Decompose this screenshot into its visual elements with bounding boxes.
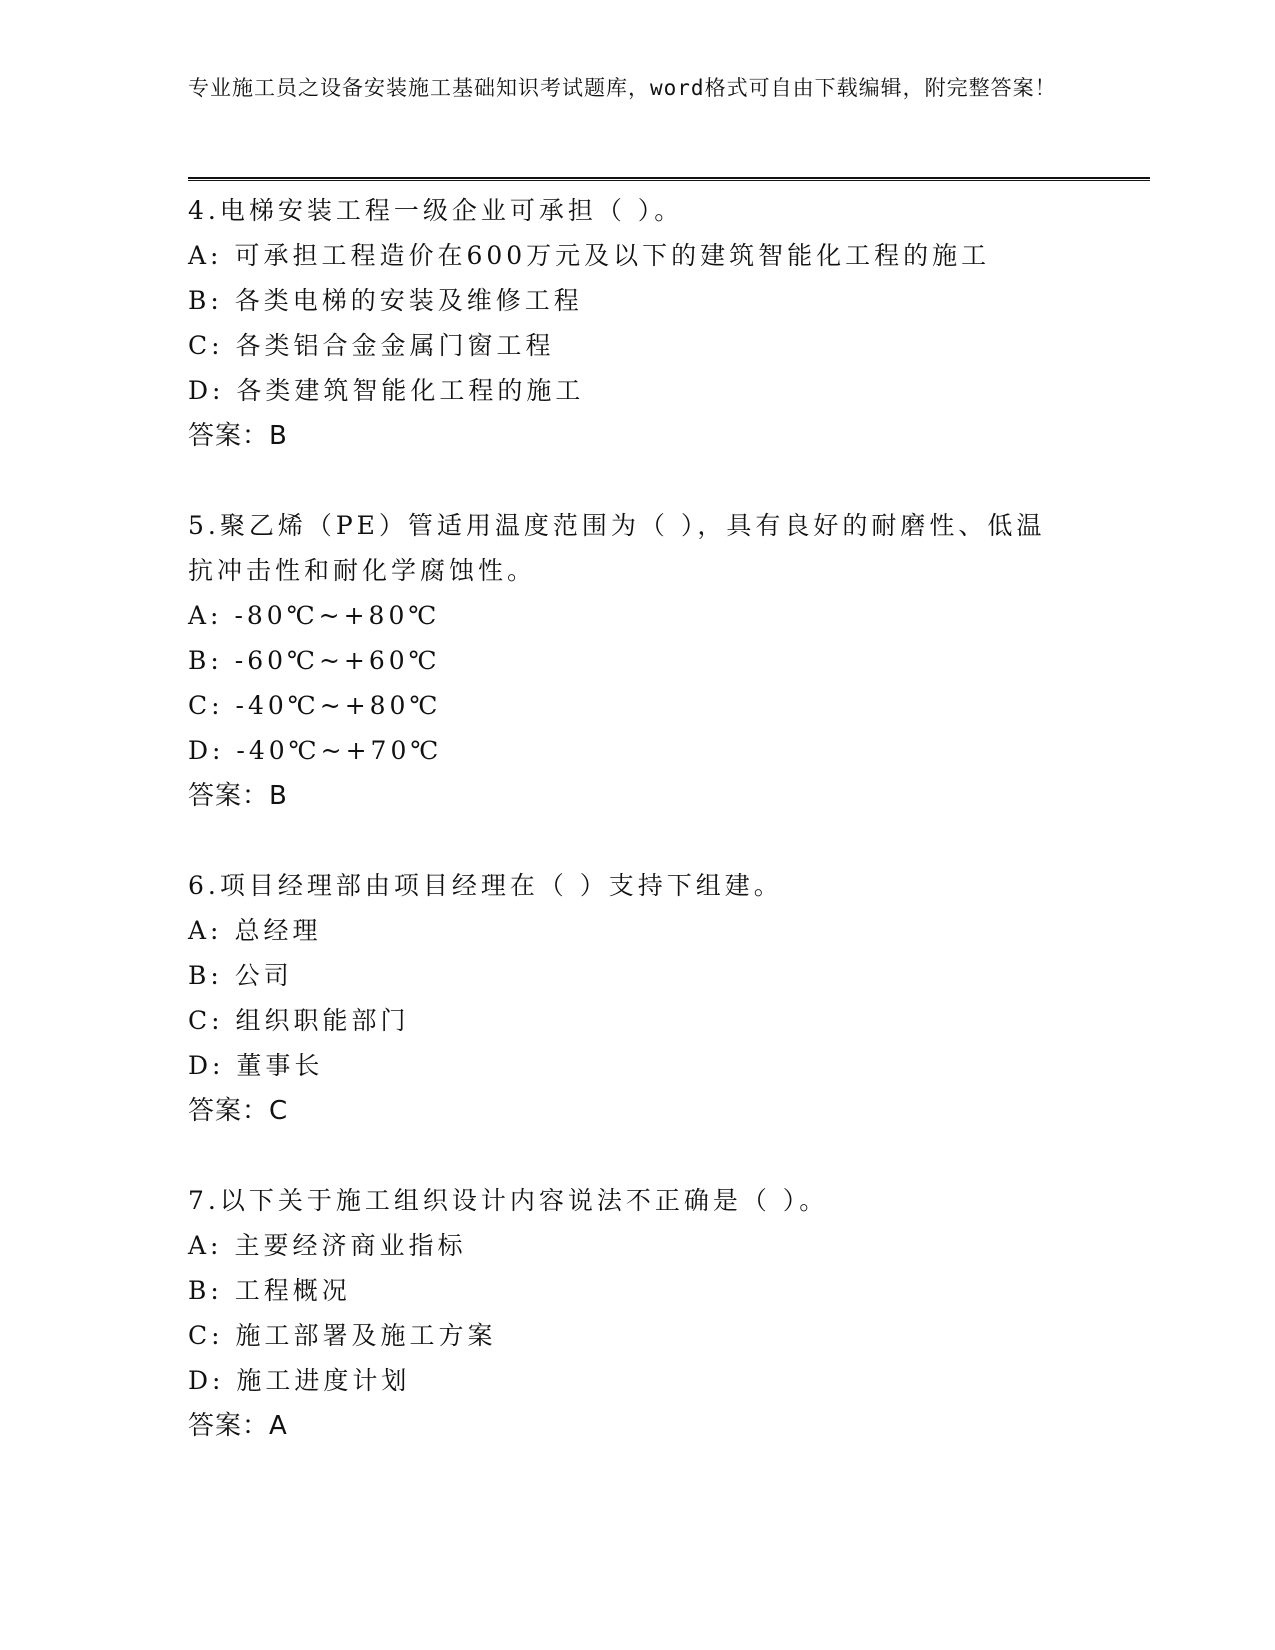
option-label: C: (188, 691, 224, 720)
option-text: 可承担工程造价在600万元及以下的建筑智能化工程的施工 (234, 241, 991, 270)
option-d (188, 728, 1088, 773)
option-label: A: (188, 916, 223, 945)
question-number: 5. (188, 511, 220, 540)
option-d (188, 368, 1088, 413)
option-text: 各类建筑智能化工程的施工 (236, 376, 585, 405)
option-text: -40℃~+70℃ (236, 736, 443, 765)
option-a (188, 908, 1088, 953)
option-label: D: (188, 736, 225, 765)
question-body: 聚乙烯（PE）管适用温度范围为（ ），具有良好的耐磨性、低温抗冲击性和耐化学腐蚀性。 (188, 511, 1046, 585)
option-text: 工程概况 (234, 1276, 351, 1305)
question-body: 以下关于施工组织设计内容说法不正确是（ ）。 (219, 1186, 829, 1215)
question-text (188, 863, 1068, 908)
question-text (188, 503, 1068, 593)
answer: 答案：B (188, 781, 288, 811)
answer: 答案：C (188, 1096, 289, 1126)
question-number: 4. (188, 196, 220, 225)
option-a (188, 233, 1088, 278)
option-a (188, 1223, 1088, 1268)
option-text: 总经理 (234, 916, 322, 945)
option-a (188, 593, 1088, 638)
option-label: B: (188, 1276, 223, 1305)
option-text: 组织职能部门 (235, 1006, 410, 1035)
option-text: 公司 (234, 961, 293, 990)
question-list (188, 188, 1088, 1493)
option-text: 各类铝合金金属门窗工程 (235, 331, 555, 360)
question-number: 6. (188, 871, 220, 900)
option-c (188, 683, 1088, 728)
option-label: C: (188, 1006, 224, 1035)
option-label: B: (188, 646, 223, 675)
option-c (188, 1313, 1088, 1358)
option-text: 施工部署及施工方案 (235, 1321, 497, 1350)
option-d (188, 1043, 1088, 1088)
header-divider (188, 177, 1150, 181)
question-text (188, 188, 1068, 233)
question-6 (188, 863, 1088, 1134)
option-label: A: (188, 241, 223, 270)
option-text: 董事长 (236, 1051, 324, 1080)
document-header: 专业施工员之设备安装施工基础知识考试题库，word格式可自由下载编辑，附完整答案！ (188, 76, 1057, 100)
option-text: -60℃~+60℃ (234, 646, 441, 675)
option-label: C: (188, 1321, 224, 1350)
question-text (188, 1178, 1068, 1223)
option-c (188, 323, 1088, 368)
question-body: 项目经理部由项目经理在（ ）支持下组建。 (219, 871, 783, 900)
option-b (188, 1268, 1088, 1313)
question-4 (188, 188, 1088, 459)
question-5 (188, 503, 1088, 819)
option-text: 施工进度计划 (236, 1366, 411, 1395)
option-label: D: (188, 376, 225, 405)
answer: 答案：B (188, 421, 288, 451)
option-label: A: (188, 601, 223, 630)
question-body: 电梯安装工程一级企业可承担（ ）。 (219, 196, 684, 225)
option-b (188, 278, 1088, 323)
option-label: B: (188, 961, 223, 990)
option-label: C: (188, 331, 224, 360)
option-b (188, 638, 1088, 683)
question-7 (188, 1178, 1088, 1449)
question-number: 7. (188, 1186, 220, 1215)
answer: 答案：A (188, 1411, 288, 1441)
option-text: 各类电梯的安装及维修工程 (234, 286, 583, 315)
option-label: B: (188, 286, 223, 315)
option-c (188, 998, 1088, 1043)
option-d (188, 1358, 1088, 1403)
option-label: D: (188, 1366, 225, 1395)
option-text: -80℃~+80℃ (234, 601, 441, 630)
option-text: -40℃~+80℃ (235, 691, 442, 720)
option-text: 主要经济商业指标 (234, 1231, 467, 1260)
option-b (188, 953, 1088, 998)
option-label: A: (188, 1231, 223, 1260)
option-label: D: (188, 1051, 225, 1080)
